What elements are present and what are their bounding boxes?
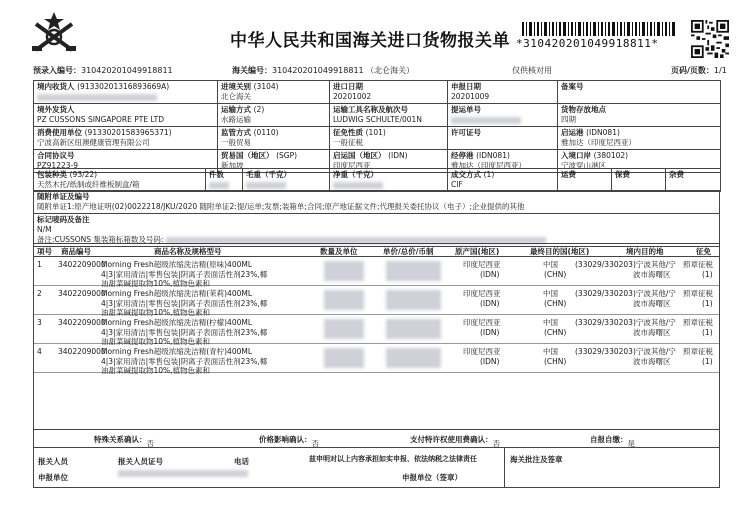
col-origin-country: 原产国(地区) <box>455 247 500 256</box>
special-relation: 特殊关系确认： 否 <box>94 435 154 448</box>
item-name1: Morning Fresh超级浓缩洗洁精(茉莉)400ML <box>101 289 253 298</box>
self-declaration: 自报自缴： 是 <box>590 435 635 448</box>
item-dest-code: (CHN) <box>544 356 567 366</box>
item-domestic: (33029/330203)宁波其他/宁 <box>575 260 676 269</box>
verify-only-note: 仅供核对用 <box>512 66 552 75</box>
declaration-statement: 兹申明对以上内容承担如实申报、依法纳税之法律责任 <box>309 455 477 463</box>
royalty-payment: 支付特许权使用费确认： 否 <box>410 435 500 448</box>
declarant-label: 报关人员 <box>38 457 68 466</box>
import-date-cell: 进口日期 20201002 <box>330 81 448 104</box>
item-origin: 印度尼西亚 <box>463 289 501 298</box>
barcode-number: *310420201049918811* <box>516 37 659 50</box>
item-domestic: (33029/330203)宁波其他/宁 <box>575 347 676 356</box>
declare-date-cell: 申报日期 20201009 <box>448 81 558 104</box>
goods-items-table <box>33 243 720 430</box>
item-origin: 印度尼西亚 <box>463 347 501 356</box>
bill-of-lading-cell: 提运单号 <box>448 104 558 127</box>
item-name2: 4|3|家用清洁|零售包装|阴离子表面活性剂23%,椰 <box>101 327 268 337</box>
item-domestic: (33029/330203)宁波其他/宁 <box>575 289 676 298</box>
table-row <box>34 316 719 344</box>
transport-mode-cell: 运输方式 (2) 水路运输 <box>218 104 330 127</box>
table-row <box>34 345 719 373</box>
table-row <box>34 258 719 286</box>
item-no: 3 <box>37 318 42 327</box>
item-exemption: 照章征税 <box>683 289 713 298</box>
customs-remark-label: 海关批注及签章 <box>510 455 563 464</box>
item-exemption-code: (1) <box>702 298 713 308</box>
item-quantity-redacted <box>324 290 364 310</box>
vessel-cell: 运输工具名称及航次号 LUDWIG SCHULTE/001N <box>330 104 448 127</box>
item-exemption: 照章征税 <box>683 347 713 356</box>
item-dest: 中国 <box>543 347 558 356</box>
trade-country-cell: 贸易国（地区） (SGP) 新加坡 <box>218 150 330 173</box>
item-origin-code: (IDN) <box>480 298 500 308</box>
item-name1: Morning Fresh超级浓缩洗洁精(青柠)400ML <box>101 347 253 356</box>
item-dest: 中国 <box>543 260 558 269</box>
item-exemption-code: (1) <box>702 356 713 366</box>
item-name1: Morning Fresh超级浓缩洗洁精(柠檬)400ML <box>101 318 253 327</box>
item-exemption-code: (1) <box>702 327 713 337</box>
declaring-unit-redacted <box>118 470 248 477</box>
phone-label: 电话 <box>234 457 249 466</box>
item-dest: 中国 <box>543 289 558 298</box>
item-code: 3402209000 <box>58 347 106 356</box>
item-price-redacted <box>386 261 441 281</box>
consignee-cell: 境内收货人 (91330201316893669A) <box>34 81 218 104</box>
item-origin: 印度尼西亚 <box>463 260 501 269</box>
col-item-no: 项号 <box>37 247 52 256</box>
gross-weight-cell: 毛重（千克） <box>243 169 330 192</box>
attachment-table <box>33 190 720 247</box>
customs-number: 海关编号：310420201049918811 （北仑海关） <box>232 66 415 75</box>
entry-port-cell: 入境口岸 (380102) 宁波穿山港区 <box>558 150 721 173</box>
package-type-cell: 包装种类 (93/22) 天然木托/纸制或纤维板制盒/箱 <box>34 169 206 192</box>
col-domestic-destination: 境内目的地 <box>626 247 664 256</box>
footer-divider <box>504 448 505 488</box>
departure-port-cell: 启运港 (IDN081) 雅加达（印度尼西亚） <box>558 127 721 150</box>
header-fields-table <box>33 80 721 173</box>
item-exemption-code: (1) <box>702 269 713 279</box>
item-origin-code: (IDN) <box>480 356 500 366</box>
declaring-stamp-label: 申报单位（签章） <box>402 473 462 482</box>
item-domestic2: 波市海曙区 <box>633 269 671 279</box>
item-domestic2: 波市海曙区 <box>633 327 671 337</box>
item-code: 3402209000 <box>58 260 106 269</box>
item-dest-code: (CHN) <box>544 269 567 279</box>
signature-area <box>33 448 720 488</box>
record-number-cell: 备案号 <box>558 81 721 104</box>
item-name3: 油甜菜碱提取物10%,植物色素和 <box>101 308 211 317</box>
contract-number-cell: 合同协议号 PZ91223-9 <box>34 150 218 173</box>
col-quantity: 数量及单位 <box>320 247 358 256</box>
item-name2: 4|3|家用清洁|零售包装|阴离子表面活性剂23%,椰 <box>101 298 268 308</box>
item-domestic: (33029/330203)宁波其他/宁 <box>575 318 676 327</box>
supervision-mode-cell: 监管方式 (0110) 一般贸易 <box>218 127 330 150</box>
storage-place-cell: 货物存放地点 四期 <box>558 104 721 127</box>
pieces-cell: 件数 <box>206 169 243 192</box>
item-code: 3402209000 <box>58 289 106 298</box>
deal-mode-cell: 成交方式 (1) CIF <box>448 169 558 192</box>
transit-port-cell: 经停港 (IDN081) 雅加达（印度尼西亚） <box>448 150 558 173</box>
items-header-row <box>34 244 719 257</box>
col-destination-country: 最终目的国(地区) <box>530 247 590 256</box>
item-name3: 油甜菜碱提取物10%,植物色素和 <box>101 366 211 375</box>
item-price-redacted <box>386 348 441 368</box>
package-fields-table <box>33 168 721 192</box>
col-goods-name: 商品名称及规格型号 <box>154 247 222 256</box>
item-origin: 印度尼西亚 <box>463 318 501 327</box>
consumer-unit-cell: 消费使用单位 (91330201583965371) 宁波高新区纽澳健康管理有限公司 <box>34 127 218 150</box>
col-price: 单价/总价/币制 <box>383 247 434 256</box>
item-no: 2 <box>37 289 42 298</box>
license-number-cell: 许可证号 <box>448 127 558 150</box>
col-hs-code: 商品编号 <box>61 247 91 256</box>
item-quantity-redacted <box>324 319 364 339</box>
table-row <box>34 287 719 315</box>
item-dest-code: (CHN) <box>544 327 567 337</box>
declarant-cert-label: 报关人员证号 <box>118 457 163 466</box>
item-name1: Morning Fresh超级浓缩洗洁精(原味)400ML <box>101 260 253 269</box>
qr-code-icon <box>691 20 729 58</box>
declaring-unit-label: 申报单位 <box>38 473 68 482</box>
page-number: 页码/页数：1/1 <box>671 66 727 75</box>
item-exemption: 照章征税 <box>683 318 713 327</box>
item-origin-code: (IDN) <box>480 327 500 337</box>
freight-cell: 运费 <box>558 169 612 192</box>
form-title: 中华人民共和国海关进口货物报关单 <box>230 31 510 51</box>
item-exemption: 照章征税 <box>683 260 713 269</box>
entry-customs-cell: 进境关别 (3104) 北仑海关 <box>218 81 330 104</box>
origin-country-cell: 启运国（地区） (IDN) 印度尼西亚 <box>330 150 448 173</box>
item-domestic2: 波市海曙区 <box>633 298 671 308</box>
customs-emblem-icon <box>28 10 80 56</box>
item-domestic2: 波市海曙区 <box>633 356 671 366</box>
item-name3: 油甜菜碱提取物10%,植物色素和 <box>101 337 211 346</box>
item-code: 3402209000 <box>58 318 106 327</box>
item-name2: 4|3|家用清洁|零售包装|阴离子表面活性剂23%,椰 <box>101 356 268 366</box>
tax-nature-cell: 征免性质 (101) 一般征税 <box>330 127 448 150</box>
item-no: 4 <box>37 347 42 356</box>
shipper-cell: 境外发货人 PZ CUSSONS SINGAPORE PTE LTD <box>34 104 218 127</box>
item-quantity-redacted <box>324 348 364 368</box>
confirmation-row <box>33 430 720 448</box>
col-exemption: 征免 <box>696 247 711 256</box>
item-name2: 4|3|家用清洁|零售包装|阴离子表面活性剂23%,椰 <box>101 269 268 279</box>
item-origin-code: (IDN) <box>480 269 500 279</box>
item-price-redacted <box>386 319 441 339</box>
net-weight-cell: 净重（千克） <box>330 169 448 192</box>
insurance-cell: 保费 <box>612 169 666 192</box>
item-name3: 油甜菜碱提取物10%,植物色素和 <box>101 279 211 288</box>
item-dest-code: (CHN) <box>544 298 567 308</box>
marks-remarks-cell: 标记唛码及备注 N/M 备注:CUSSONS 集装箱标箱数及号码: <box>34 214 720 247</box>
attached-docs-cell: 随附单证及编号 随附单证1:原产地证明(02)0022218/JKU/2020 随附单证2:提/运单;发票;装箱单;合同;原产地证据文件;代理报关委托协议（电子）;企业提供的其他 <box>34 191 720 214</box>
price-influence: 价格影响确认： 否 <box>259 435 319 448</box>
item-quantity-redacted <box>324 261 364 281</box>
prerecord-number: 预录入编号：310420201049918811 <box>33 66 173 75</box>
item-no: 1 <box>37 260 42 269</box>
item-dest: 中国 <box>543 318 558 327</box>
item-price-redacted <box>386 290 441 310</box>
misc-fee-cell: 杂费 <box>666 169 721 192</box>
